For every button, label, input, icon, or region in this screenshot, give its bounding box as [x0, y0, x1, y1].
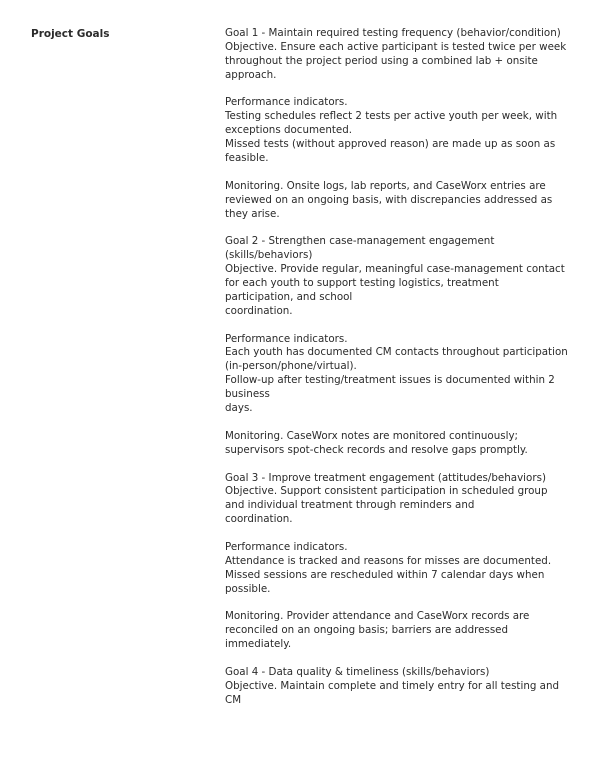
- blank-line: [225, 319, 595, 333]
- text-line: Objective. Maintain complete and timely entry for all testing and: [225, 679, 560, 692]
- text-line: Each youth has documented CM contacts throughout participation: [225, 346, 568, 359]
- text-line: coordination.: [225, 304, 293, 317]
- blank-line: [225, 458, 595, 472]
- text-line: days.: [225, 402, 253, 415]
- text-line: Goal 2 - Strengthen case-management engagement: [225, 235, 495, 248]
- goals-content: [225, 27, 595, 708]
- text-line: supervisors spot-check records and resolve gaps promptly.: [225, 443, 528, 456]
- text-line: they arise.: [225, 207, 280, 220]
- text-line: Performance indicators.: [225, 332, 348, 345]
- text-line: Goal 4 - Data quality & timeliness (skills/behaviors): [225, 665, 490, 678]
- text-line: Performance indicators.: [225, 540, 348, 553]
- text-line: feasible.: [225, 152, 269, 165]
- text-line: reconciled on an ongoing basis; barriers are addressed: [225, 624, 509, 637]
- text-line: Monitoring. Provider attendance and CaseWorx records are: [225, 610, 530, 623]
- text-line: for each youth to support testing logistics, treatment: [225, 277, 499, 290]
- text-line: participation, and school: [225, 290, 353, 303]
- text-line: Objective. Support consistent participation in scheduled group: [225, 485, 548, 498]
- text-line: Missed sessions are rescheduled within 7 calendar days when: [225, 568, 545, 581]
- text-line: possible.: [225, 582, 271, 595]
- text-line: Objective. Provide regular, meaningful case-management contact: [225, 263, 565, 276]
- text-line: and individual treatment through reminders and: [225, 499, 475, 512]
- text-line: approach.: [225, 68, 277, 81]
- text-line: CM: [225, 693, 242, 706]
- text-line: Attendance is tracked and reasons for misses are documented.: [225, 554, 552, 567]
- blank-line: [225, 527, 595, 541]
- text-line: (skills/behaviors): [225, 249, 313, 262]
- section-label: Project Goals: [31, 28, 110, 40]
- blank-line: [225, 166, 595, 180]
- text-line: Goal 3 - Improve treatment engagement (attitudes/behaviors): [225, 471, 546, 484]
- text-line: throughout the project period using a combined lab + onsite: [225, 54, 538, 67]
- text-line: Objective. Ensure each active participant is tested twice per week: [225, 40, 567, 53]
- text-line: Goal 1 - Maintain required testing frequency (behavior/condition): [225, 27, 561, 39]
- text-line: coordination.: [225, 513, 293, 526]
- blank-line: [225, 652, 595, 666]
- text-line: Testing schedules reflect 2 tests per active youth per week, with: [225, 110, 558, 123]
- text-line: Performance indicators.: [225, 96, 348, 109]
- text-line: exceptions documented.: [225, 124, 353, 137]
- text-line: Missed tests (without approved reason) are made up as soon as: [225, 138, 556, 151]
- blank-line: [225, 416, 595, 430]
- text-line: immediately.: [225, 638, 292, 651]
- blank-line: [225, 83, 595, 97]
- text-line: Monitoring. Onsite logs, lab reports, and CaseWorx entries are: [225, 179, 546, 192]
- text-line: Monitoring. CaseWorx notes are monitored continuously;: [225, 429, 519, 442]
- text-line: Follow-up after testing/treatment issues is documented within 2: [225, 374, 555, 387]
- text-line: reviewed on an ongoing basis, with discrepancies addressed as: [225, 193, 553, 206]
- text-line: business: [225, 388, 270, 401]
- blank-line: [225, 221, 595, 235]
- text-line: (in-person/phone/virtual).: [225, 360, 357, 373]
- blank-line: [225, 597, 595, 611]
